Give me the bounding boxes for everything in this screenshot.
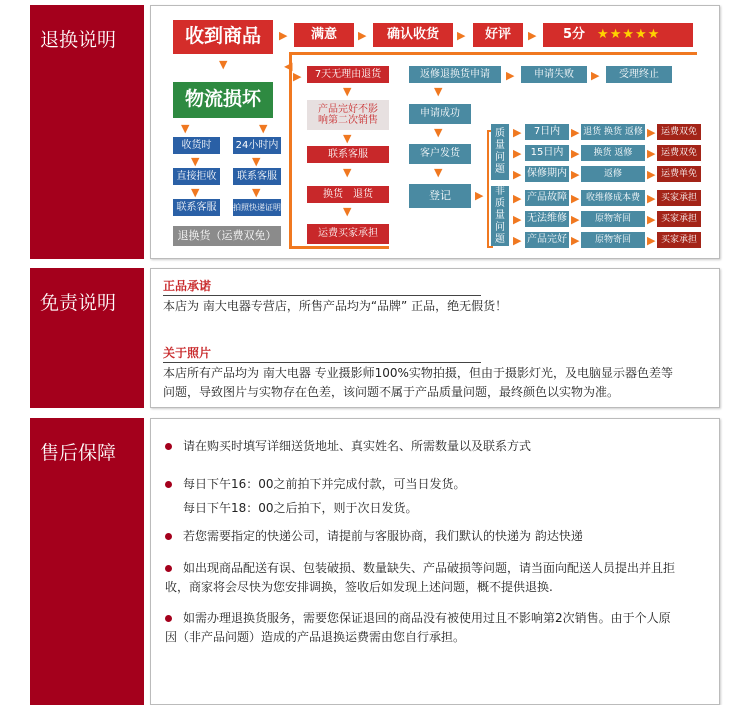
r3-box: 返修 (581, 166, 645, 182)
arrow-right-icon: ▶ (647, 168, 656, 181)
connector-line (487, 246, 493, 248)
item1-text: 请在购买时填写详细送货地址、真实姓名、所需数量以及联系方式 (183, 439, 532, 453)
disclaimer-box (150, 268, 720, 408)
apply-ok-box: 申请成功 (409, 104, 471, 124)
return-free-box: 退换货（运费双免） (173, 226, 281, 246)
disclaimer-label: 免责说明 (30, 268, 144, 408)
register-box: 登记 (409, 184, 471, 208)
arrow-right-icon: ▶ (647, 192, 656, 205)
warranty-box: 保修期内 (525, 166, 569, 182)
aftersale-box (150, 418, 720, 705)
damaged-box: 物流损坏 (173, 82, 273, 118)
aftersale-section (30, 418, 720, 705)
r2-box: 换货 返修 (581, 145, 645, 161)
arrow-right-icon: ▶ (513, 234, 522, 247)
intact-line2: 响第二次销售 (318, 115, 378, 126)
f3-box: 运费单免 (657, 166, 701, 182)
received-box: 收到商品 (173, 20, 273, 54)
arrow-right-icon: ▶ (457, 29, 466, 42)
item4-text-line1: 如出现商品配送有误、包装破损、数量缺失、产品破损等问题，请当面向配送人员提出并且拒 (183, 561, 676, 575)
photo-heading: 关于照片 (163, 346, 212, 360)
arrow-right-icon: ▶ (506, 69, 515, 82)
arrow-down-icon: ▼ (219, 58, 228, 71)
arrow-right-icon: ▶ (571, 147, 580, 160)
f2-box: 运费双免 (657, 145, 701, 161)
arrow-down-icon: ▼ (191, 155, 200, 168)
arrow-down-icon: ▼ (181, 122, 190, 135)
disclaimer-section (30, 268, 720, 408)
b2-box: 买家承担 (657, 211, 701, 227)
within15-box: 15日内 (525, 145, 569, 161)
exchange-return-box: 换货 退货 (307, 186, 389, 203)
bullet-icon (165, 615, 172, 622)
arrow-down-icon: ▼ (343, 85, 352, 98)
defect-box: 产品故障 (525, 190, 569, 206)
accept-end-box: 受理终止 (606, 66, 672, 83)
non-quality-box: 非质量问题 (491, 186, 509, 246)
contact-cs-box: 联系客服 (233, 168, 281, 185)
bullet-icon (165, 443, 172, 450)
arrow-down-icon: ▼ (259, 122, 268, 135)
score-text: 5分 (563, 26, 586, 42)
arrow-right-icon: ▶ (358, 29, 367, 42)
arrow-right-icon: ▶ (513, 168, 522, 181)
confirm-box: 确认收货 (373, 23, 453, 47)
genuine-heading: 正品承诺 (163, 279, 212, 293)
intact-product-box: 产品完好 (525, 232, 569, 248)
bullet-icon (165, 533, 172, 540)
arrow-right-icon: ▶ (647, 147, 656, 160)
arrow-right-icon: ▶ (528, 29, 537, 42)
arrow-down-icon: ▼ (191, 186, 200, 199)
connector-line (289, 52, 292, 248)
quality-issue-box: 质量问题 (491, 124, 509, 180)
arrow-down-icon: ▼ (434, 126, 443, 139)
item5-text-line1: 如需办理退换货服务，需要您保证退回的商品没有被使用过且不影响第2次销售。由于个人原 (183, 611, 671, 625)
arrow-right-icon: ▶ (284, 61, 293, 74)
arrow-right-icon: ▶ (647, 213, 656, 226)
no-repair-box: 无法维修 (525, 211, 569, 227)
arrow-right-icon: ▶ (513, 147, 522, 160)
arrow-down-icon: ▼ (343, 166, 352, 179)
arrow-right-icon: ▶ (571, 168, 580, 181)
connector-line (487, 130, 489, 248)
genuine-text: 本店为 南大电器专营店，所售产品均为“品牌” 正品，绝无假货！ (163, 299, 508, 313)
item3-text: 若您需要指定的快递公司，请提前与客服协商，我们默认的快递为 韵达快递 (183, 529, 583, 543)
buyer-pays-box: 运费买家承担 (307, 224, 389, 244)
intact-line1: 产品完好不影 (318, 103, 378, 115)
m1-box: 收维修成本费 (581, 190, 645, 206)
no-reason-box: 7天无理由退货 (307, 66, 389, 83)
reject-box: 直接拒收 (173, 168, 220, 185)
exchange-label: 退换说明 (30, 5, 144, 259)
item5-text-line2: 因（非产品问题）造成的产品退换运费需由您自行承担。 (165, 630, 466, 644)
bullet-icon (165, 481, 172, 488)
arrow-down-icon: ▼ (434, 85, 443, 98)
item2-text-line1: 每日下午16：00之前拍下并完成付款，可当日发货。 (183, 477, 466, 491)
arrow-right-icon: ▶ (279, 29, 288, 42)
divider (163, 295, 481, 296)
item4-text-line2: 收，商家将会尽快为您安排调换，签收后如发现上述问题，概不提供退换. (165, 580, 553, 594)
contact-cs3-box: 联系客服 (307, 146, 389, 163)
arrow-down-icon: ▼ (252, 186, 261, 199)
arrow-right-icon: ▶ (513, 192, 522, 205)
aftersale-label: 售后保障 (30, 418, 144, 705)
arrow-down-icon: ▼ (343, 132, 352, 145)
arrow-right-icon: ▶ (571, 192, 580, 205)
arrow-down-icon: ▼ (434, 166, 443, 179)
score-box (543, 23, 693, 47)
customer-ship-box: 客户发货 (409, 144, 471, 164)
photo-proof-box: 拍照快递证明 (233, 199, 281, 216)
r1-box: 退货 换货 返修 (581, 124, 645, 140)
b3-box: 买家承担 (657, 232, 701, 248)
arrow-right-icon: ▶ (293, 70, 302, 83)
photo-text-line1: 本店所有产品均为 南大电器 专业摄影师100%实物拍摄，但由于摄影灯光，及电脑显示器色差等 (163, 366, 673, 380)
arrow-right-icon: ▶ (647, 234, 656, 247)
on-receipt-box: 收货时 (173, 137, 220, 154)
contact-cs2-box: 联系客服 (173, 199, 220, 216)
arrow-right-icon: ▶ (475, 189, 484, 202)
arrow-right-icon: ▶ (591, 69, 600, 82)
apply-fail-box: 申请失败 (521, 66, 587, 83)
m3-box: 原物寄回 (581, 232, 645, 248)
m2-box: 原物寄回 (581, 211, 645, 227)
exchange-section (30, 5, 720, 259)
arrow-down-icon: ▼ (252, 155, 261, 168)
within24-box: 24小时内 (233, 137, 281, 154)
connector-line (289, 246, 389, 249)
within7-box: 7日内 (525, 124, 569, 140)
connector-line (289, 52, 697, 55)
item2-text-line2: 每日下午18：00之后拍下，则于次日发货。 (183, 501, 418, 515)
divider (163, 362, 481, 363)
photo-text-line2: 问题，导致图片与实物存在色差，该问题不属于产品质量问题，最终颜色以实物为准。 (163, 385, 620, 399)
star-icon: ★★★★★ (597, 26, 661, 42)
apply-box: 返修退换货申请 (409, 66, 501, 83)
praise-box: 好评 (473, 23, 523, 47)
exchange-flowchart (150, 5, 720, 259)
arrow-right-icon: ▶ (513, 126, 522, 139)
arrow-down-icon: ▼ (343, 205, 352, 218)
satisfied-box: 满意 (294, 23, 354, 47)
arrow-right-icon: ▶ (571, 213, 580, 226)
b1-box: 买家承担 (657, 190, 701, 206)
arrow-right-icon: ▶ (647, 126, 656, 139)
f1-box: 运费双免 (657, 124, 701, 140)
intact-box (307, 100, 389, 130)
arrow-right-icon: ▶ (513, 213, 522, 226)
arrow-right-icon: ▶ (571, 126, 580, 139)
bullet-icon (165, 565, 172, 572)
arrow-right-icon: ▶ (571, 234, 580, 247)
